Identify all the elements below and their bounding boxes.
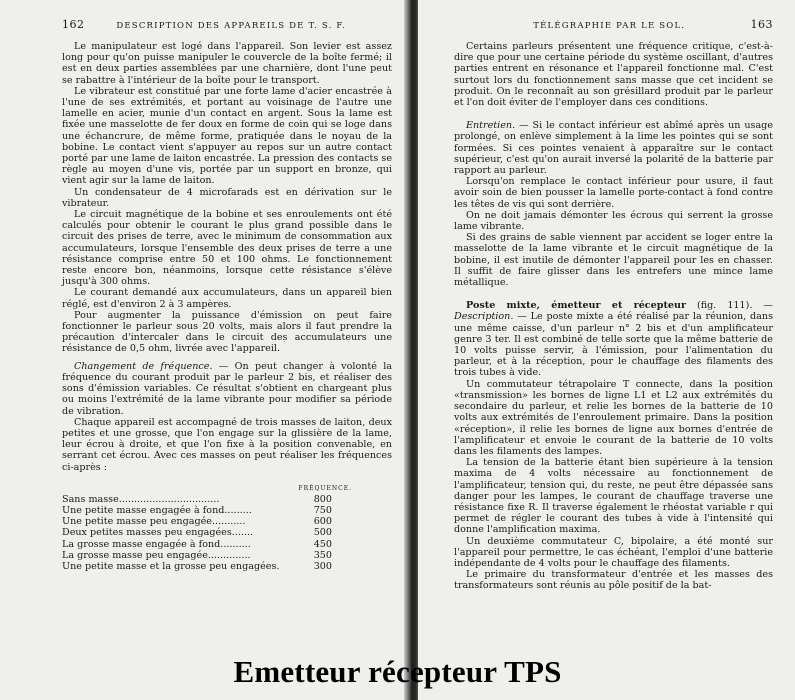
freq-change-paragraph [62, 361, 392, 417]
left-running-head [62, 18, 392, 31]
paragraph: Le primaire du transformateur d'entrée et les masses des transformateurs sont réunis au pôle positif de la bat- [454, 569, 773, 592]
table-row: Une petite masse peu engagée........... 600 [62, 516, 332, 528]
paragraph: Si des grains de sable viennent par accident se loger entre la masselotte de la lame vibrante et le circuit magnétique de la bobine, il est inutile de démonter l'appareil pour les en chasser. Il suffit de faire glisser dans les entrefers une mince lame métallique. [454, 232, 773, 289]
table-row: Sans masse................................. 800 [62, 493, 332, 505]
paragraph: On ne doit jamais démonter les écrous qui serrent la grosse lame vibrante. [454, 209, 773, 233]
right-running-title: TÉLÉGRAPHIE PAR LE SOL. [533, 21, 686, 31]
paragraph: Un commutateur tétrapolaire T connecte, dans la position «transmission» les bornes de ligne L1 et L2 aux extrémités du secondaire du parleur, et relie les bornes de la batterie de 10 volts aux extrémités de l'enroulement primaire. Dans la position «réception», il relie les bornes de ligne aux bornes d'entrée de l'amplificateur et envoie le courant de la batterie de 10 volts dans les filaments des lampes. [454, 378, 773, 457]
image-caption: Emetteur récepteur TPS [233, 654, 562, 689]
description-title: Description. [454, 311, 514, 323]
table-row: Une petite masse engagée à fond......... 750 [62, 504, 332, 516]
description-text: — Le poste mixte a été réalisé par la réunion, dans une même caisse, d'un parleur n° 2 bis et d'un amplificateur genre 3 ter. Il est combiné de telle sorte que la même batterie de 10 volts puisse servir, à l'émission, pour l'alimentation du parleur, et à la réception, pour le chauffage des filaments des trois tubes à vide. [454, 311, 773, 379]
entretien-paragraph [454, 120, 773, 176]
paragraph: Le circuit magnétique de la bobine et ses enroulements ont été calculés pour obtenir le courant le plus grand possible dans le circuit des prises de terre, avec le minimum de consommation aux accumulateurs, lorsque l'ensemble des deux prises de terre a une résistance comprise entre 50 et 100 ohms. Le fonctionnement reste encore bon, néanmoins, lorsque cette résistance s'élève jusqu'à 300 ohms. [62, 209, 392, 288]
poste-mixte-fig: (fig. 111). — [686, 300, 773, 312]
left-running-title: DESCRIPTION DES APPAREILS DE T. S. F. [116, 21, 347, 31]
freq-table-header: FRÉQUENCE. [298, 484, 352, 492]
masses-paragraph: Chaque appareil est accompagné de trois masses de laiton, deux petites et une grosse, que l'on engage sur la glissière de la lame, leur écrou à droite, et que l'on fixe à la position convenable, en serrant cet écrou. Avec ces masses on peut réaliser les fréquences ci-après : [62, 416, 392, 473]
table-row: Une petite masse et la grosse peu engagées. 300 [62, 560, 332, 572]
paragraph: Un deuxième commutateur C, bipolaire, a été monté sur l'appareil pour permettre, le cas échéant, l'emploi d'une batterie indépendante de 4 volts pour le chauffage des filaments. [454, 535, 773, 569]
right-running-head [454, 18, 773, 31]
freq-change-title: Changement de fréquence. [74, 360, 213, 372]
right-page-number: 163 [750, 18, 773, 31]
entretien-title: Entretien. [466, 120, 516, 132]
paragraph: La tension de la batterie étant bien supérieure à la tension maxima de 4 volts nécessaire au fonctionnement de l'amplificateur, tension qui, du reste, ne peut être dépassée sans danger pour les lampes, le courant de chauffage traverse une résistance fixe R. Il traverse également le rhéostat variable r qui permet de régler le courant des tubes à vide à l'intensité qui donne l'amplification maxima. [454, 457, 773, 536]
table-row: La grosse masse engagée à fond.......... 450 [62, 538, 332, 550]
table-row: La grosse masse peu engagée.............. 350 [62, 549, 332, 561]
freq-change-text: — On peut changer à volonté la fréquence du courant produit par le parleur 2 bis, et réaliser des sons d'émission variables. Ce résultat s'obtient en chargeant plus ou moins l'extrémité de la lame vibrante pour modifier sa période de vibration. [62, 360, 392, 417]
paragraph: Lorsqu'on remplace le contact inférieur pour usure, il faut avoir soin de bien pousser la lamelle porte-contact à fond contre les têtes de vis qui sont derrière. [454, 176, 773, 210]
freq-table [62, 494, 332, 572]
paragraph: Certains parleurs présentent une fréquence critique, c'est-à-dire que pour une certaine période du système oscillant, d'autres parties entrent en résonance et l'appareil fonctionne mal. C'est surtout lors du fonctionnement sans masse que cet incident se produit. On le reconnaît au son grésillard produit par le parleur et l'on doit éviter de l'employer dans ces conditions. [454, 41, 773, 109]
poste-mixte-title: Poste mixte, émetteur et récepteur [466, 300, 687, 312]
paragraph: Pour augmenter la puissance d'émission on peut faire fonctionner le parleur sous 20 volts, mais alors il faut prendre la précaution d'intercaler dans le circuit des accumulateurs une résistance de 0,5 ohm, livrée avec l'appareil. [62, 309, 392, 355]
right-page [418, 0, 795, 700]
paragraph: Le vibrateur est constitué par une forte lame d'acier encastrée à l'une de ses extrémités, et portant au voisinage de l'autre une lamelle en acier, munie d'un contact en argent. Sous la lame est fixée une masselotte de fer doux en forme de coin qui se loge dans une échancrure, de même forme, pratiquée dans le noyau de la bobine. Le contact vient s'appuyer au repos sur un autre contact porté par une lame de laiton encastrée. La pression des contacts se règle au moyen d'une vis, portée par un support en bronze, qui vient agir sur la lame de laiton. [62, 85, 392, 187]
poste-mixte-paragraph [454, 300, 773, 378]
entretien-text: — Si le contact inférieur est abîmé après un usage prolongé, on enlève simplement à la lime les pointes qui se sont formées. Si ces pointes venaient à apparaître sur le contact supérieur, c'est qu'on aurait inversé la polarité de la batterie par rapport au parleur. [454, 120, 773, 177]
left-page-number: 162 [62, 18, 85, 31]
paragraph: Le manipulateur est logé dans l'appareil. Son levier est assez long pour qu'on puisse manipuler le couvercle de la boîte fermé; il est en deux parties assemblées par une charnière, dont l'une peut se rabattre à l'intérieur de la boîte pour le transport. [62, 41, 392, 86]
table-row: Deux petites masses peu engagées....... 500 [62, 527, 332, 539]
paragraph: Le courant demandé aux accumulateurs, dans un appareil bien réglé, est d'environ 2 à 3 ampères. [62, 287, 392, 310]
paragraph: Un condensateur de 4 microfarads est en dérivation sur le vibrateur. [62, 186, 392, 209]
